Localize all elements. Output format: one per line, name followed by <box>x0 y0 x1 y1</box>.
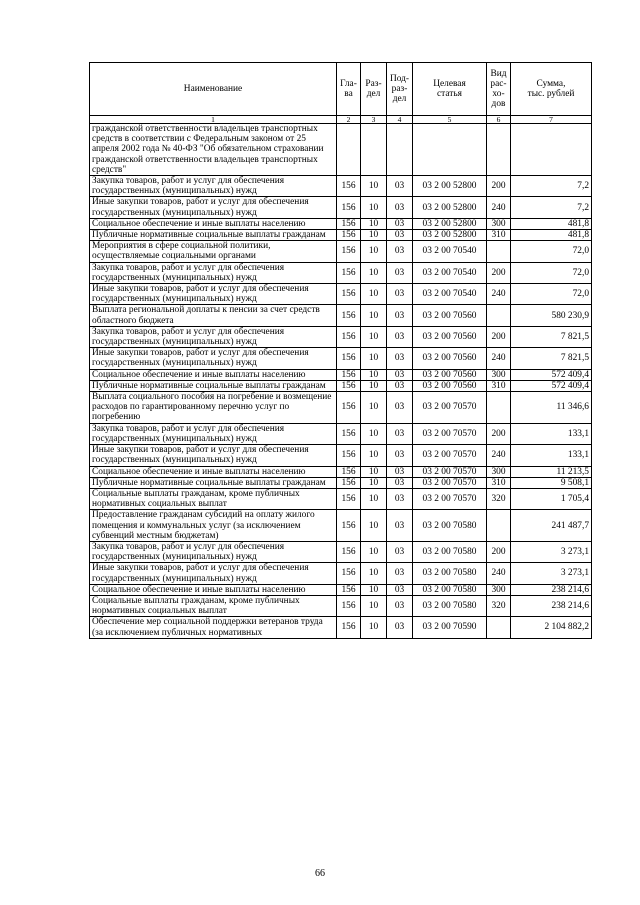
cell-target: 03 2 00 70570 <box>413 466 487 477</box>
cell-sum: 133,1 <box>511 445 592 466</box>
cell-glava: 156 <box>337 563 361 584</box>
cell-sum: 7 821,5 <box>511 326 592 347</box>
cell-name: Закупка товаров, работ и услуг для обеспечения государственных (муниципальных) нужд <box>90 262 337 283</box>
cell-glava: 156 <box>337 176 361 197</box>
cell-podrazdel: 03 <box>387 241 413 262</box>
cell-name: Закупка товаров, работ и услуг для обеспечения государственных (муниципальных) нужд <box>90 541 337 562</box>
cell-sum: 2 104 882,2 <box>511 617 592 638</box>
table-row <box>90 305 592 326</box>
cell-glava: 156 <box>337 477 361 488</box>
cell-razdel: 10 <box>361 218 387 229</box>
cell-glava: 156 <box>337 197 361 218</box>
cell-vid: 300 <box>487 466 511 477</box>
cell-vid <box>487 617 511 638</box>
col-number: 3 <box>361 116 387 124</box>
cell-razdel: 10 <box>361 326 387 347</box>
cell-sum: 241 487,7 <box>511 510 592 542</box>
cell-vid: 200 <box>487 176 511 197</box>
table-row <box>90 392 592 424</box>
cell-name: Публичные нормативные социальные выплаты гражданам <box>90 380 337 391</box>
cell-podrazdel: 03 <box>387 369 413 380</box>
cell-sum: 133,1 <box>511 423 592 444</box>
table-row <box>90 423 592 444</box>
table-row <box>90 348 592 369</box>
cell-sum: 1 705,4 <box>511 488 592 509</box>
cell-glava: 156 <box>337 262 361 283</box>
cell-vid: 300 <box>487 369 511 380</box>
cell-podrazdel: 03 <box>387 326 413 347</box>
cell-target: 03 2 00 70570 <box>413 445 487 466</box>
cell-podrazdel: 03 <box>387 477 413 488</box>
cell-razdel: 10 <box>361 305 387 326</box>
header-target: Целевая статья <box>413 63 487 116</box>
cell-podrazdel: 03 <box>387 488 413 509</box>
cell-glava: 156 <box>337 326 361 347</box>
cell-name: Иные закупки товаров, работ и услуг для обеспечения государственных (муниципальных) нужд <box>90 284 337 305</box>
cell-razdel: 10 <box>361 230 387 241</box>
cell-target: 03 2 00 70540 <box>413 262 487 283</box>
cell-sum: 580 230,9 <box>511 305 592 326</box>
cell-glava: 156 <box>337 488 361 509</box>
cell-sum <box>511 124 592 176</box>
header-name: Наименование <box>90 63 337 116</box>
table-row <box>90 466 592 477</box>
cell-sum: 72,0 <box>511 241 592 262</box>
cell-name: Публичные нормативные социальные выплаты гражданам <box>90 230 337 241</box>
cell-target: 03 2 00 70560 <box>413 380 487 391</box>
cell-name: Публичные нормативные социальные выплаты гражданам <box>90 477 337 488</box>
cell-sum: 72,0 <box>511 284 592 305</box>
column-numbers-row <box>90 116 592 124</box>
cell-glava: 156 <box>337 541 361 562</box>
cell-sum: 3 273,1 <box>511 563 592 584</box>
cell-name: Обеспечение мер социальной поддержки ветеранов труда (за исключением публичных нормативных <box>90 617 337 638</box>
cell-glava: 156 <box>337 466 361 477</box>
cell-name: Закупка товаров, работ и услуг для обеспечения государственных (муниципальных) нужд <box>90 423 337 444</box>
cell-vid: 310 <box>487 380 511 391</box>
cell-glava: 156 <box>337 423 361 444</box>
cell-vid: 200 <box>487 262 511 283</box>
cell-vid <box>487 241 511 262</box>
cell-podrazdel <box>387 124 413 176</box>
cell-vid <box>487 124 511 176</box>
cell-name: гражданской ответственности владельцев транспортных средств в соответствии с Федеральным законом от 25 апреля 2002 года № 40-ФЗ "Об обязательном страховании гражданской ответственности владельцев транспортных средств" <box>90 124 337 176</box>
table-row <box>90 445 592 466</box>
cell-sum: 7 821,5 <box>511 348 592 369</box>
cell-glava: 156 <box>337 584 361 595</box>
cell-glava: 156 <box>337 241 361 262</box>
table-row <box>90 477 592 488</box>
cell-glava <box>337 124 361 176</box>
cell-podrazdel: 03 <box>387 380 413 391</box>
table-row <box>90 262 592 283</box>
cell-podrazdel: 03 <box>387 230 413 241</box>
cell-glava: 156 <box>337 445 361 466</box>
cell-glava: 156 <box>337 617 361 638</box>
cell-razdel: 10 <box>361 445 387 466</box>
cell-podrazdel: 03 <box>387 305 413 326</box>
table-row <box>90 563 592 584</box>
cell-target: 03 2 00 70560 <box>413 348 487 369</box>
cell-target: 03 2 00 70560 <box>413 326 487 347</box>
table-row <box>90 380 592 391</box>
cell-vid <box>487 392 511 424</box>
cell-podrazdel: 03 <box>387 617 413 638</box>
cell-name: Иные закупки товаров, работ и услуг для обеспечения государственных (муниципальных) нужд <box>90 348 337 369</box>
cell-glava: 156 <box>337 510 361 542</box>
cell-target: 03 2 00 52800 <box>413 218 487 229</box>
col-number: 2 <box>337 116 361 124</box>
cell-vid: 240 <box>487 348 511 369</box>
cell-vid: 240 <box>487 445 511 466</box>
cell-razdel: 10 <box>361 380 387 391</box>
cell-sum: 7,2 <box>511 176 592 197</box>
cell-vid <box>487 305 511 326</box>
cell-name: Социальное обеспечение и иные выплаты населению <box>90 584 337 595</box>
cell-target: 03 2 00 52800 <box>413 197 487 218</box>
cell-razdel: 10 <box>361 369 387 380</box>
cell-vid: 320 <box>487 488 511 509</box>
cell-target: 03 2 00 70580 <box>413 541 487 562</box>
cell-name: Закупка товаров, работ и услуг для обеспечения государственных (муниципальных) нужд <box>90 326 337 347</box>
cell-razdel: 10 <box>361 488 387 509</box>
cell-vid: 300 <box>487 218 511 229</box>
cell-glava: 156 <box>337 595 361 616</box>
cell-razdel: 10 <box>361 477 387 488</box>
cell-vid: 320 <box>487 595 511 616</box>
cell-sum: 3 273,1 <box>511 541 592 562</box>
cell-sum: 481,8 <box>511 218 592 229</box>
cell-glava: 156 <box>337 392 361 424</box>
cell-target: 03 2 00 52800 <box>413 230 487 241</box>
table-row <box>90 541 592 562</box>
cell-podrazdel: 03 <box>387 392 413 424</box>
cell-glava: 156 <box>337 348 361 369</box>
cell-target: 03 2 00 70540 <box>413 284 487 305</box>
cell-vid: 300 <box>487 584 511 595</box>
cell-podrazdel: 03 <box>387 466 413 477</box>
cell-podrazdel: 03 <box>387 197 413 218</box>
cell-name: Социальное обеспечение и иные выплаты населению <box>90 466 337 477</box>
col-number: 5 <box>413 116 487 124</box>
cell-podrazdel: 03 <box>387 563 413 584</box>
cell-glava: 156 <box>337 230 361 241</box>
cell-razdel: 10 <box>361 584 387 595</box>
cell-podrazdel: 03 <box>387 176 413 197</box>
table-row <box>90 176 592 197</box>
cell-sum: 481,8 <box>511 230 592 241</box>
cell-name: Иные закупки товаров, работ и услуг для обеспечения государственных (муниципальных) нужд <box>90 197 337 218</box>
table-row <box>90 595 592 616</box>
table-row <box>90 369 592 380</box>
cell-podrazdel: 03 <box>387 584 413 595</box>
cell-sum: 238 214,6 <box>511 595 592 616</box>
cell-target: 03 2 00 70570 <box>413 488 487 509</box>
cell-glava: 156 <box>337 218 361 229</box>
cell-sum: 572 409,4 <box>511 369 592 380</box>
col-number: 1 <box>90 116 337 124</box>
cell-razdel: 10 <box>361 595 387 616</box>
cell-target: 03 2 00 70570 <box>413 423 487 444</box>
cell-vid: 240 <box>487 563 511 584</box>
cell-vid: 200 <box>487 326 511 347</box>
cell-podrazdel: 03 <box>387 218 413 229</box>
cell-razdel: 10 <box>361 541 387 562</box>
cell-vid: 310 <box>487 230 511 241</box>
cell-glava: 156 <box>337 380 361 391</box>
cell-name: Социальное обеспечение и иные выплаты населению <box>90 369 337 380</box>
cell-glava: 156 <box>337 369 361 380</box>
cell-target: 03 2 00 70570 <box>413 477 487 488</box>
cell-target <box>413 124 487 176</box>
cell-name: Иные закупки товаров, работ и услуг для обеспечения государственных (муниципальных) нужд <box>90 563 337 584</box>
header-razdel: Раз- дел <box>361 63 387 116</box>
table-row <box>90 326 592 347</box>
table-row <box>90 617 592 638</box>
page-number: 66 <box>315 868 325 879</box>
cell-podrazdel: 03 <box>387 423 413 444</box>
cell-podrazdel: 03 <box>387 284 413 305</box>
cell-razdel: 10 <box>361 563 387 584</box>
header-sum: Сумма, тыс. рублей <box>511 63 592 116</box>
table-row <box>90 197 592 218</box>
cell-target: 03 2 00 70580 <box>413 510 487 542</box>
cell-sum: 11 213,5 <box>511 466 592 477</box>
table-row <box>90 510 592 542</box>
cell-razdel: 10 <box>361 348 387 369</box>
table-row <box>90 241 592 262</box>
table-row <box>90 584 592 595</box>
cell-razdel: 10 <box>361 392 387 424</box>
cell-name: Предоставление гражданам субсидий на оплату жилого помещения и коммунальных услуг (за исключением субвенций местным бюджетам) <box>90 510 337 542</box>
cell-sum: 238 214,6 <box>511 584 592 595</box>
cell-vid: 240 <box>487 197 511 218</box>
table-row <box>90 488 592 509</box>
table-row <box>90 218 592 229</box>
col-number: 6 <box>487 116 511 124</box>
budget-table <box>89 62 592 639</box>
cell-glava: 156 <box>337 305 361 326</box>
cell-podrazdel: 03 <box>387 541 413 562</box>
cell-podrazdel: 03 <box>387 262 413 283</box>
cell-name: Выплата социального пособия на погребение и возмещение расходов по гарантированному перечню услуг по погребению <box>90 392 337 424</box>
cell-podrazdel: 03 <box>387 348 413 369</box>
cell-podrazdel: 03 <box>387 445 413 466</box>
cell-razdel: 10 <box>361 197 387 218</box>
cell-target: 03 2 00 70560 <box>413 369 487 380</box>
cell-target: 03 2 00 70580 <box>413 563 487 584</box>
cell-sum: 572 409,4 <box>511 380 592 391</box>
cell-razdel: 10 <box>361 466 387 477</box>
cell-vid: 310 <box>487 477 511 488</box>
cell-name: Выплата региональной доплаты к пенсии за счет средств областного бюджета <box>90 305 337 326</box>
cell-podrazdel: 03 <box>387 510 413 542</box>
col-number: 4 <box>387 116 413 124</box>
cell-target: 03 2 00 70570 <box>413 392 487 424</box>
col-number: 7 <box>511 116 592 124</box>
cell-vid <box>487 510 511 542</box>
cell-razdel: 10 <box>361 262 387 283</box>
cell-target: 03 2 00 70580 <box>413 584 487 595</box>
cell-sum: 72,0 <box>511 262 592 283</box>
cell-razdel <box>361 124 387 176</box>
cell-name: Закупка товаров, работ и услуг для обеспечения государственных (муниципальных) нужд <box>90 176 337 197</box>
table-body <box>90 124 592 639</box>
cell-razdel: 10 <box>361 241 387 262</box>
cell-sum: 7,2 <box>511 197 592 218</box>
cell-sum: 11 346,6 <box>511 392 592 424</box>
cell-sum: 9 508,1 <box>511 477 592 488</box>
cell-razdel: 10 <box>361 510 387 542</box>
cell-vid: 200 <box>487 541 511 562</box>
table-row <box>90 230 592 241</box>
cell-vid: 240 <box>487 284 511 305</box>
cell-name: Социальные выплаты гражданам, кроме публичных нормативных социальных выплат <box>90 488 337 509</box>
header-glava: Гла- ва <box>337 63 361 116</box>
cell-vid: 200 <box>487 423 511 444</box>
cell-name: Социальное обеспечение и иные выплаты населению <box>90 218 337 229</box>
cell-target: 03 2 00 70560 <box>413 305 487 326</box>
cell-razdel: 10 <box>361 176 387 197</box>
cell-target: 03 2 00 70590 <box>413 617 487 638</box>
header-podrazdel: Под- раз- дел <box>387 63 413 116</box>
cell-target: 03 2 00 70580 <box>413 595 487 616</box>
cell-podrazdel: 03 <box>387 595 413 616</box>
cell-glava: 156 <box>337 284 361 305</box>
cell-razdel: 10 <box>361 617 387 638</box>
cell-razdel: 10 <box>361 284 387 305</box>
cell-target: 03 2 00 70540 <box>413 241 487 262</box>
cell-target: 03 2 00 52800 <box>413 176 487 197</box>
table-row <box>90 284 592 305</box>
cell-name: Социальные выплаты гражданам, кроме публичных нормативных социальных выплат <box>90 595 337 616</box>
cell-razdel: 10 <box>361 423 387 444</box>
table-row <box>90 124 592 176</box>
cell-name: Иные закупки товаров, работ и услуг для обеспечения государственных (муниципальных) нужд <box>90 445 337 466</box>
cell-name: Мероприятия в сфере социальной политики, осуществляемые социальными органами <box>90 241 337 262</box>
header-vid: Вид рас- хо- дов <box>487 63 511 116</box>
